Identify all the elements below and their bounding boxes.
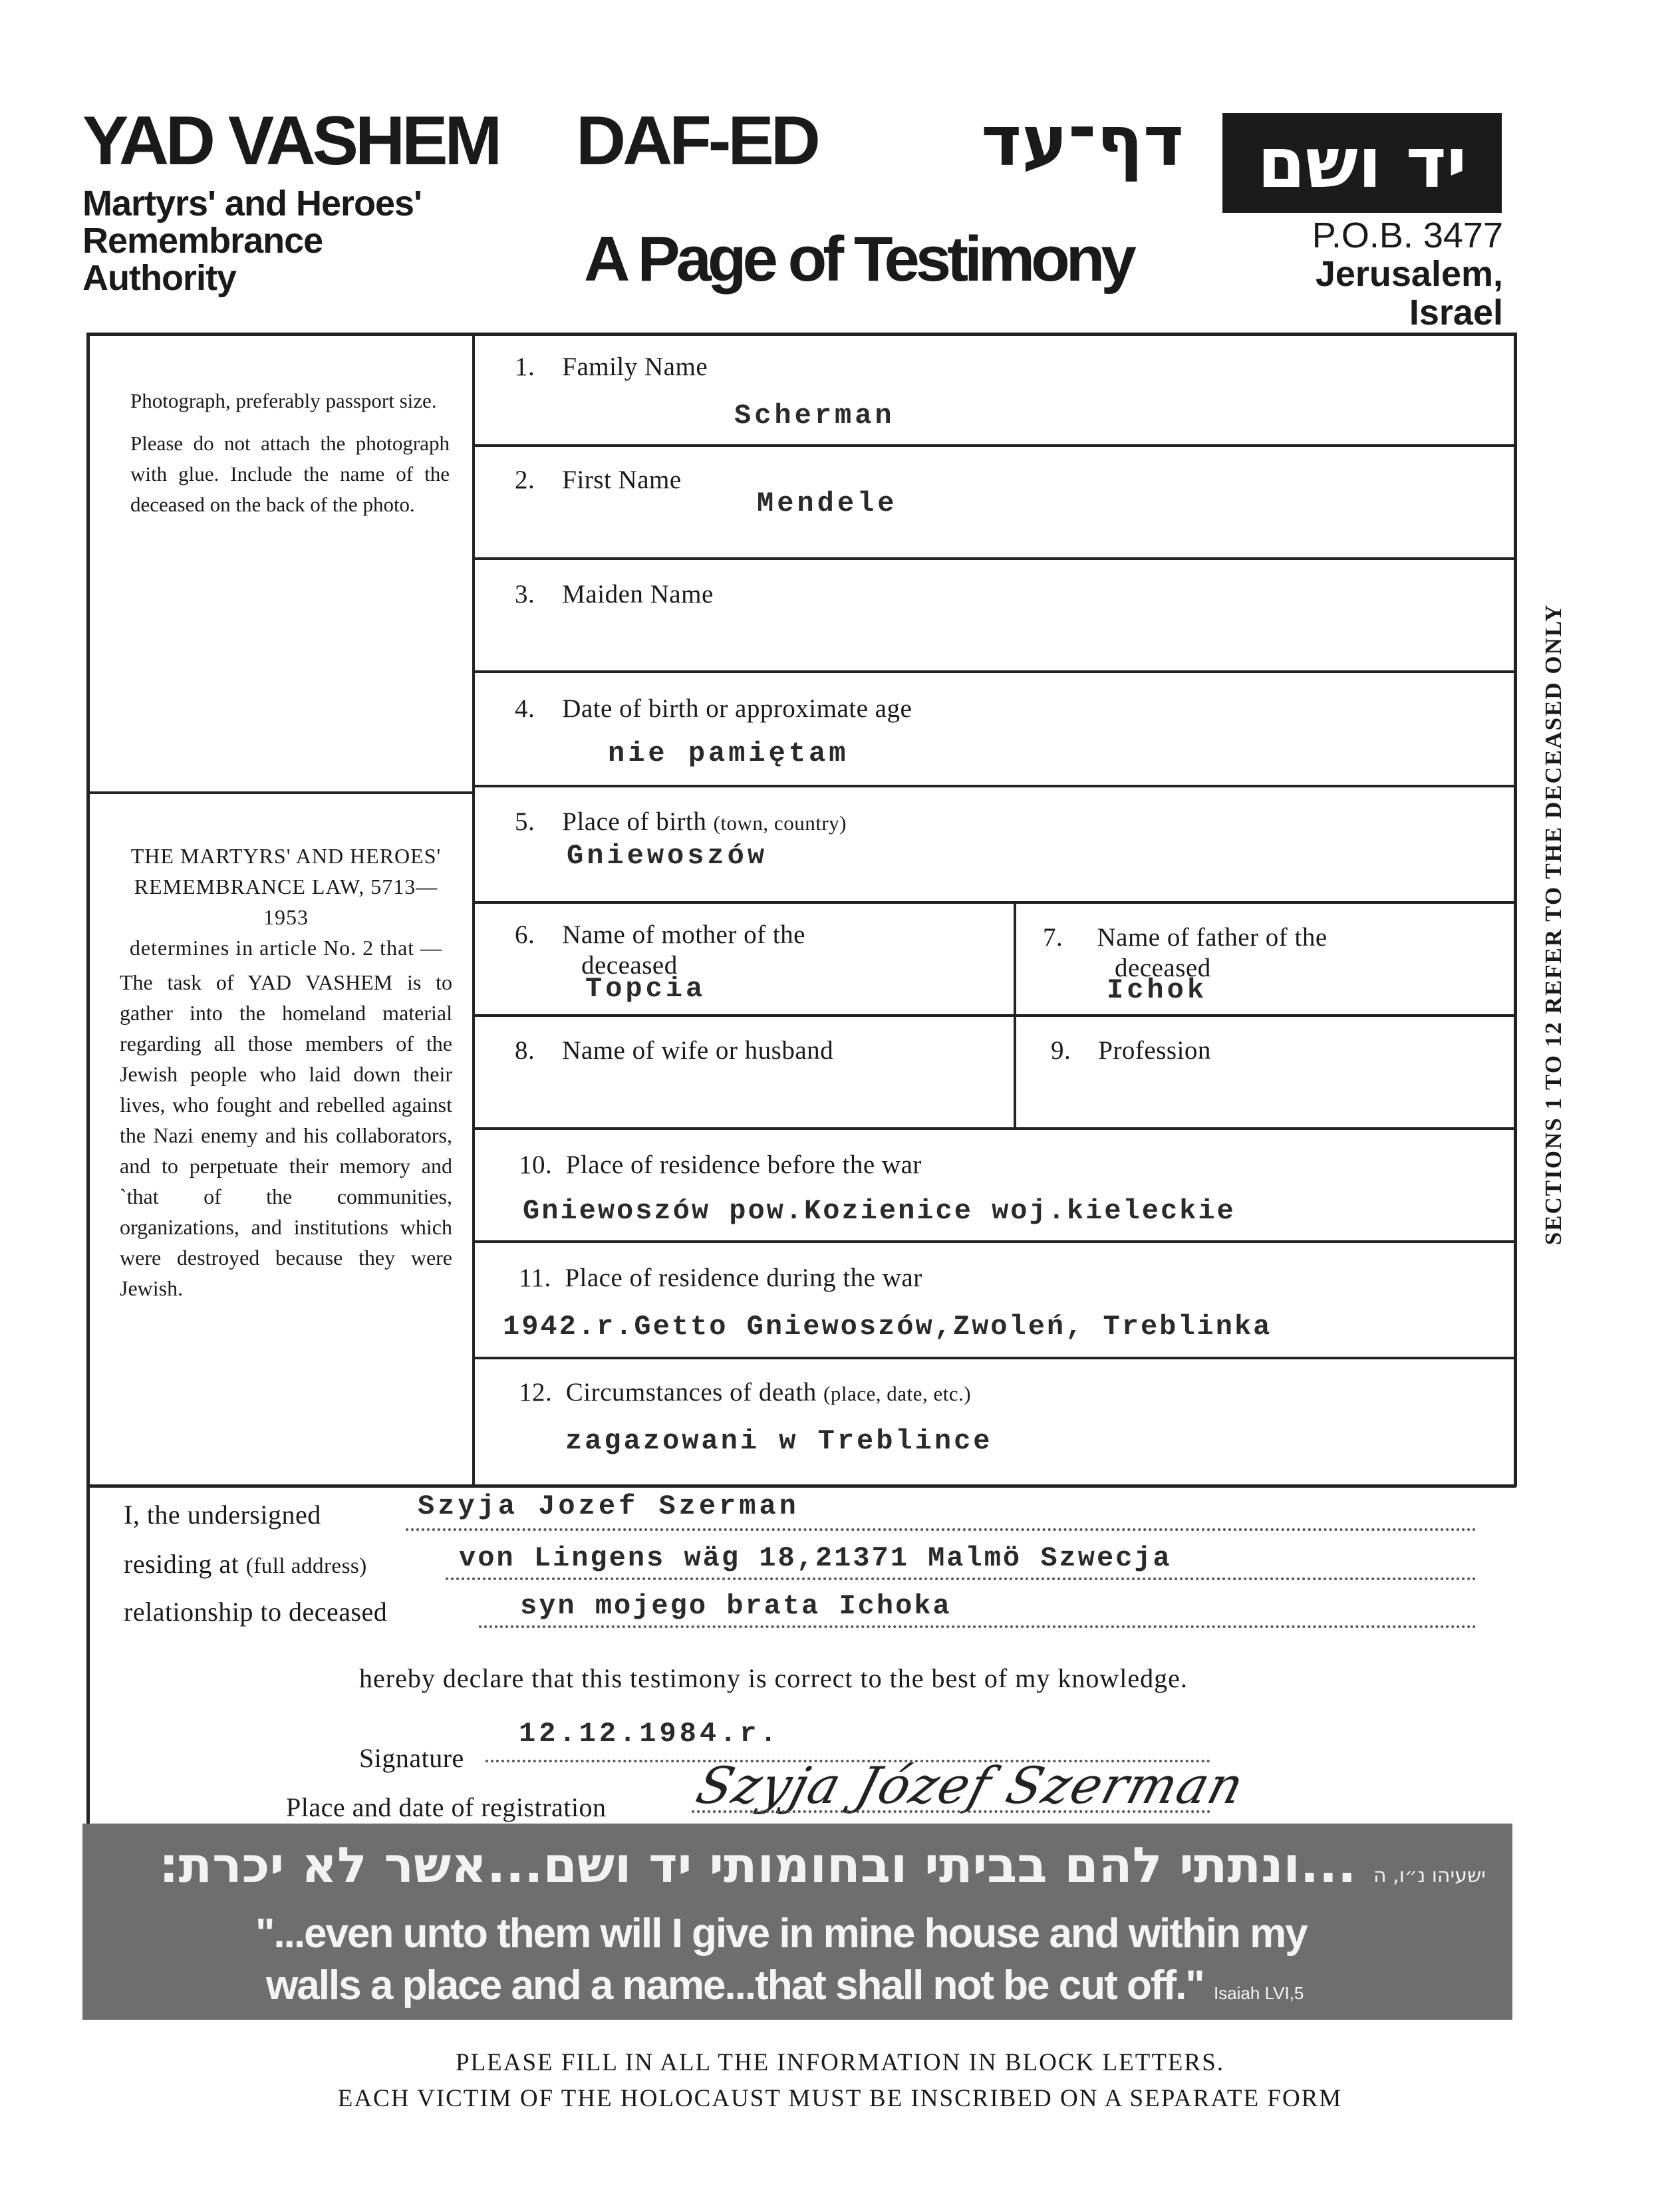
field-1-value[interactable]: Scherman xyxy=(734,400,895,432)
registration-label: Place and date of registration xyxy=(286,1792,607,1822)
photo-instructions xyxy=(130,386,450,532)
logo-text: יד ושם xyxy=(1257,122,1467,204)
row-divider xyxy=(472,1127,1516,1130)
form-code-hebrew: דף־עד xyxy=(981,100,1184,182)
yad-vashem-logo xyxy=(1222,113,1502,213)
banner-english-line1: "...even unto them will I give in mine house and within my xyxy=(255,1911,1307,1957)
field-4-value[interactable]: nie pamiętam xyxy=(608,738,849,769)
form-code: DAF-ED xyxy=(576,102,817,180)
residing-value[interactable]: von Lingens wäg 18,21371 Malmö Szwecja xyxy=(459,1542,1172,1574)
law-determines: determines in article No. 2 that — xyxy=(129,936,443,960)
signature-value[interactable]: 12.12.1984.r. xyxy=(519,1718,780,1750)
col-divider xyxy=(1014,901,1016,1127)
banner-hebrew-text: ...ונתתי להם בביתי ובחומותי יד ושם...אשר לא יכרת: xyxy=(158,1837,1357,1894)
declaration-statement: hereby declare that this testimony is correct to the best of my knowledge. xyxy=(359,1663,1188,1693)
field-11-value[interactable]: 1942.r.Getto Gniewoszów,Zwoleń, Treblinka xyxy=(503,1311,1272,1343)
field-5-value[interactable]: Gniewoszów xyxy=(567,840,768,872)
undersigned-dotline xyxy=(406,1528,1476,1531)
field-8-label: 8. Name of wife or husband xyxy=(515,1036,834,1065)
field-10-value[interactable]: Gniewoszów pow.Kozienice woj.kieleckie xyxy=(523,1195,1236,1227)
photo-note-glue: Please do not attach the photograph with glue. Include the name of the deceased on the back of the photo. xyxy=(130,432,450,516)
row-divider xyxy=(472,1357,1516,1359)
form-title: A Page of Testimony xyxy=(584,223,1133,295)
field-2-value[interactable]: Mendele xyxy=(757,487,898,519)
org-subtitle-line: Martyrs' and Heroes' xyxy=(82,184,422,223)
field-4-label: 4. Date of birth or approximate age xyxy=(515,694,912,723)
sections-note: SECTIONS 1 TO 12 REFER TO THE DECEASED ONLY xyxy=(1540,603,1566,1246)
row-divider xyxy=(472,557,1516,560)
quote-banner xyxy=(82,1824,1512,2020)
field-7-label: 7. Name of father of the xyxy=(1043,923,1328,952)
field-12-label: 12. Circumstances of death (place, date, etc.) xyxy=(519,1378,972,1407)
field-11-label: 11. Place of residence during the war xyxy=(519,1264,922,1292)
field-3-label: 3. Maiden Name xyxy=(515,580,714,609)
law-text xyxy=(120,841,452,1303)
banner-english-line2-text: walls a place and a name...that shall not be cut off." xyxy=(266,1963,1204,2008)
org-subtitle xyxy=(82,185,482,297)
handwritten-signature: Szyja Józef Szerman xyxy=(690,1756,1252,1815)
field-7-label-2: deceased xyxy=(1115,954,1211,982)
frame-top xyxy=(86,333,1516,336)
org-subtitle-line: Remembrance xyxy=(82,221,323,261)
footer-line2: EACH VICTIM OF THE HOLOCAUST MUST BE INSCRIBED ON A SEPARATE FORM xyxy=(337,2085,1343,2112)
undersigned-label: I, the undersigned xyxy=(124,1500,321,1530)
pob: P.O.B. 3477 xyxy=(1312,215,1503,255)
relationship-label: relationship to deceased xyxy=(124,1597,388,1627)
banner-english-line2 xyxy=(266,1962,1304,2009)
relationship-dotline xyxy=(479,1625,1476,1628)
law-heading: THE MARTYRS' AND HEROES' REMEMBRANCE LAW, 5713—1953 xyxy=(130,844,442,929)
field-5-label: 5. Place of birth (town, country) xyxy=(515,807,847,836)
signature-label: Signature xyxy=(359,1743,464,1773)
field-9-label: 9. Profession xyxy=(1051,1036,1211,1065)
row-divider xyxy=(472,901,1516,904)
frame-left xyxy=(86,333,90,1902)
residing-label: residing at (full address) xyxy=(124,1549,367,1579)
org-subtitle-line: Authority xyxy=(82,258,236,298)
relationship-value[interactable]: syn mojego brata Ichoka xyxy=(520,1590,952,1622)
row-divider xyxy=(472,444,1516,447)
address-block xyxy=(1222,216,1503,332)
banner-english-ref: Isaiah LVI,5 xyxy=(1213,1983,1304,2003)
banner-hebrew xyxy=(159,1837,1486,1894)
row-divider xyxy=(472,1014,1516,1017)
row-divider xyxy=(472,670,1516,673)
fields-bottom xyxy=(86,1484,1516,1488)
row-divider xyxy=(472,1240,1516,1243)
org-name: YAD VASHEM xyxy=(82,102,499,180)
field-6-value[interactable]: Topcia xyxy=(585,973,706,1005)
row-divider xyxy=(472,785,1516,787)
field-6-label-2: deceased xyxy=(581,951,678,980)
field-1-label: 1. Family Name xyxy=(515,352,708,381)
law-body: The task of YAD VASHEM is to gather into the homeland material regarding all those members of the Jewish people who laid down their lives, who fought and rebelled against the Nazi enemy and his collaborators, and to perpetuate their memory and `that of the communities, organizations, and institutions which were destroyed because they were Jewish. xyxy=(120,970,452,1300)
footer-line1: PLEASE FILL IN ALL THE INFORMATION IN BLOCK LETTERS. xyxy=(455,2049,1225,2076)
banner-hebrew-ref: ישעיהו נ״ו, ה xyxy=(1373,1864,1486,1887)
undersigned-value[interactable]: Szyja Jozef Szerman xyxy=(418,1490,799,1522)
field-6-label: 6. Name of mother of the xyxy=(515,920,805,949)
photo-note-size: Photograph, preferably passport size. xyxy=(130,389,437,412)
field-12-value[interactable]: zagazowani w Treblince xyxy=(565,1425,993,1457)
left-panel-divider xyxy=(86,791,475,794)
location: Jerusalem, Israel xyxy=(1315,254,1503,333)
residing-dotline xyxy=(446,1577,1476,1580)
frame-right xyxy=(1514,333,1517,1486)
frame-divider xyxy=(472,333,475,1486)
field-2-label: 2. First Name xyxy=(515,466,682,494)
field-10-label: 10. Place of residence before the war xyxy=(519,1151,922,1179)
field-7-value[interactable]: Ichok xyxy=(1107,974,1208,1006)
registration-dotline xyxy=(692,1810,1210,1813)
